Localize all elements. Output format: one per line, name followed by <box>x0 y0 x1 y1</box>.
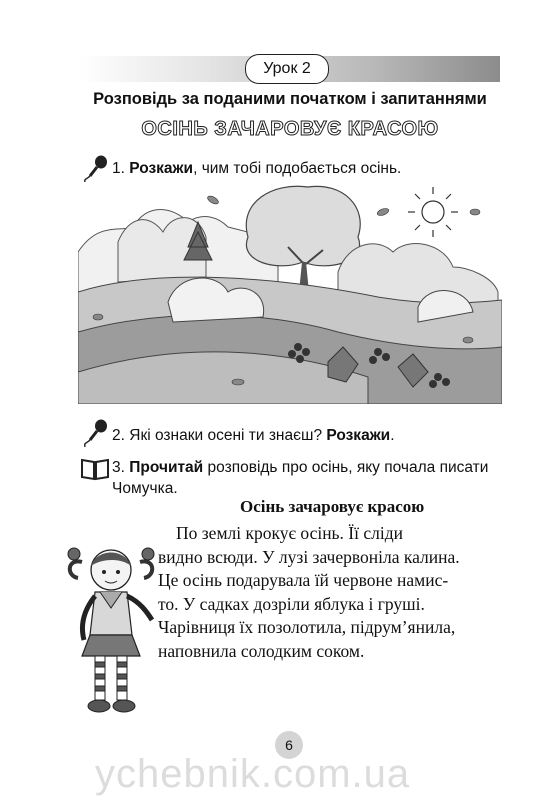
story-line: видно всюди. У лузі зачервоніла калина. <box>158 546 460 567</box>
task-1-verb: Розкажи <box>129 160 194 177</box>
book-icon <box>80 457 110 481</box>
story-line: По землі крокує осінь. Її сліди <box>176 523 403 543</box>
microphone-icon <box>82 418 110 448</box>
task-3-text: розповідь про осінь, яку почала писати <box>203 459 489 476</box>
task-1-text: , чим тобі подобається осінь. <box>193 160 402 177</box>
page-subtitle: ОСІНЬ ЗАЧАРОВУЄ КРАСОЮ <box>141 118 439 140</box>
task-2 <box>112 425 395 446</box>
girl-character-illustration <box>62 540 160 720</box>
story-line: Це осінь подарувала їй червоне намис- <box>158 570 449 590</box>
task-1-number: 1. <box>112 160 125 177</box>
watermark: ychebnik.com.ua <box>95 752 411 796</box>
story-title: Осінь зачаровує красою <box>240 497 425 516</box>
page-number: 6 <box>275 731 303 759</box>
task-3-number: 3. <box>112 459 125 476</box>
task-2-punct: . <box>390 427 395 444</box>
lesson-label: Урок 2 <box>245 54 329 84</box>
autumn-landscape-illustration <box>78 182 502 404</box>
microphone-icon <box>82 154 110 184</box>
task-3 <box>112 457 507 499</box>
task-3-text-line2: Чомучка. <box>112 480 178 497</box>
story-text <box>158 522 503 663</box>
task-2-number: 2. <box>112 427 125 444</box>
story-line: наповнила солодким соком. <box>158 640 365 661</box>
task-1 <box>112 158 401 179</box>
task-3-verb: Прочитай <box>129 459 204 476</box>
story-line: Чарівниця їх позолотила, підрум’янила, <box>158 617 456 637</box>
task-2-verb: Розкажи <box>326 427 391 444</box>
story-line: то. У садках дозріли яблука і груші. <box>158 593 425 614</box>
task-2-text: Які ознаки осені ти знаєш? <box>129 427 323 444</box>
page-topic: Розповідь за поданими початком і запитаннями <box>93 90 487 108</box>
